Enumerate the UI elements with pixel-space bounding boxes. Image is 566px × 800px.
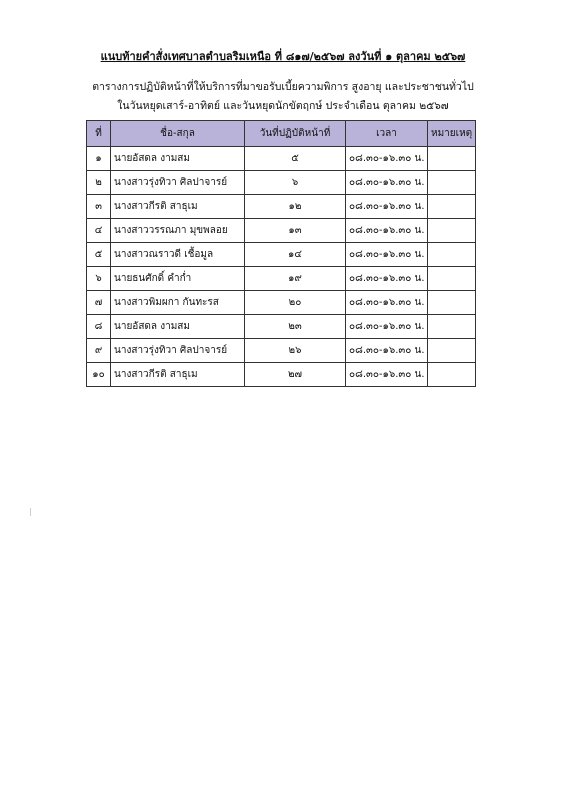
cell-time: ๐๘.๓๐-๑๖.๓๐ น.: [346, 147, 428, 171]
cell-remarks: [428, 219, 476, 243]
cell-time: ๐๘.๓๐-๑๖.๓๐ น.: [346, 195, 428, 219]
cell-time: ๐๘.๓๐-๑๖.๓๐ น.: [346, 363, 428, 387]
cell-time: ๐๘.๓๐-๑๖.๓๐ น.: [346, 219, 428, 243]
table-row: [87, 339, 476, 363]
table-row: [87, 291, 476, 315]
cell-duty-date: ๑๔: [245, 243, 346, 267]
cell-remarks: [428, 171, 476, 195]
duty-schedule-table: [86, 120, 476, 387]
table-row: [87, 195, 476, 219]
cell-name: นางสาวกีรติ สาธุเม: [111, 363, 245, 387]
cell-remarks: [428, 147, 476, 171]
scan-mark: [30, 508, 34, 516]
cell-name: นายธนศักดิ์ คำก่ำ: [111, 267, 245, 291]
table-row: [87, 219, 476, 243]
column-header-remarks: หมายเหตุ: [428, 121, 476, 147]
cell-number: ๗: [87, 291, 111, 315]
cell-duty-date: ๒๐: [245, 291, 346, 315]
cell-name: นางสาวพิมผกา กันทะรส: [111, 291, 245, 315]
cell-duty-date: ๑๙: [245, 267, 346, 291]
cell-number: ๙: [87, 339, 111, 363]
cell-remarks: [428, 243, 476, 267]
cell-remarks: [428, 339, 476, 363]
cell-remarks: [428, 363, 476, 387]
cell-number: ๓: [87, 195, 111, 219]
cell-time: ๐๘.๓๐-๑๖.๓๐ น.: [346, 291, 428, 315]
table-row: [87, 243, 476, 267]
table-row: [87, 315, 476, 339]
column-header-number: ที่: [87, 121, 111, 147]
cell-duty-date: ๖: [245, 171, 346, 195]
table-row: [87, 363, 476, 387]
cell-number: ๖: [87, 267, 111, 291]
cell-duty-date: ๕: [245, 147, 346, 171]
document-subtitle-line2: ในวันหยุดเสาร์-อาทิตย์ และวันหยุดนักขัตฤกษ์ ประจำเดือน ตุลาคม ๒๕๖๗: [117, 100, 449, 112]
cell-duty-date: ๑๓: [245, 219, 346, 243]
cell-time: ๐๘.๓๐-๑๖.๓๐ น.: [346, 267, 428, 291]
cell-name: นางสาวณราวดี เชื้อมูล: [111, 243, 245, 267]
cell-number: ๔: [87, 219, 111, 243]
cell-remarks: [428, 195, 476, 219]
cell-name: นางสาววรรณภา มุขพลอย: [111, 219, 245, 243]
cell-name: นางสาวกีรติ สาธุเม: [111, 195, 245, 219]
cell-number: ๑๐: [87, 363, 111, 387]
cell-number: ๑: [87, 147, 111, 171]
cell-number: ๘: [87, 315, 111, 339]
cell-remarks: [428, 291, 476, 315]
cell-time: ๐๘.๓๐-๑๖.๓๐ น.: [346, 315, 428, 339]
cell-duty-date: ๑๒: [245, 195, 346, 219]
cell-duty-date: ๒๖: [245, 339, 346, 363]
cell-time: ๐๘.๓๐-๑๖.๓๐ น.: [346, 339, 428, 363]
table-row: [87, 267, 476, 291]
cell-name: นางสาวรุ่งทิวา ศิลปาจารย์: [111, 171, 245, 195]
cell-name: นายอัสดล งามสม: [111, 315, 245, 339]
cell-number: ๒: [87, 171, 111, 195]
cell-remarks: [428, 315, 476, 339]
cell-time: ๐๘.๓๐-๑๖.๓๐ น.: [346, 171, 428, 195]
table-header-row: [87, 121, 476, 147]
column-header-duty-date: วันที่ปฏิบัติหน้าที่: [245, 121, 346, 147]
cell-time: ๐๘.๓๐-๑๖.๓๐ น.: [346, 243, 428, 267]
document-subtitle-line1: ตารางการปฏิบัติหน้าที่ให้บริการที่มาขอรับเบี้ยความพิการ สูงอายุ และประชาชนทั่วไป: [92, 81, 474, 93]
column-header-name: ชื่อ-สกุล: [111, 121, 245, 147]
cell-number: ๕: [87, 243, 111, 267]
table-row: [87, 171, 476, 195]
cell-duty-date: ๒๗: [245, 363, 346, 387]
document-title: แนบท้ายคำสั่งเทศบาลตำบลริมเหนือ ที่ ๘๑๗/๒๕๖๗ ลงวันที่ ๑ ตุลาคม ๒๕๖๗: [100, 50, 466, 63]
cell-remarks: [428, 267, 476, 291]
cell-duty-date: ๒๓: [245, 315, 346, 339]
table-row: [87, 147, 476, 171]
column-header-time: เวลา: [346, 121, 428, 147]
cell-name: นายอัสดล งามสม: [111, 147, 245, 171]
cell-name: นางสาวรุ่งทิวา ศิลปาจารย์: [111, 339, 245, 363]
